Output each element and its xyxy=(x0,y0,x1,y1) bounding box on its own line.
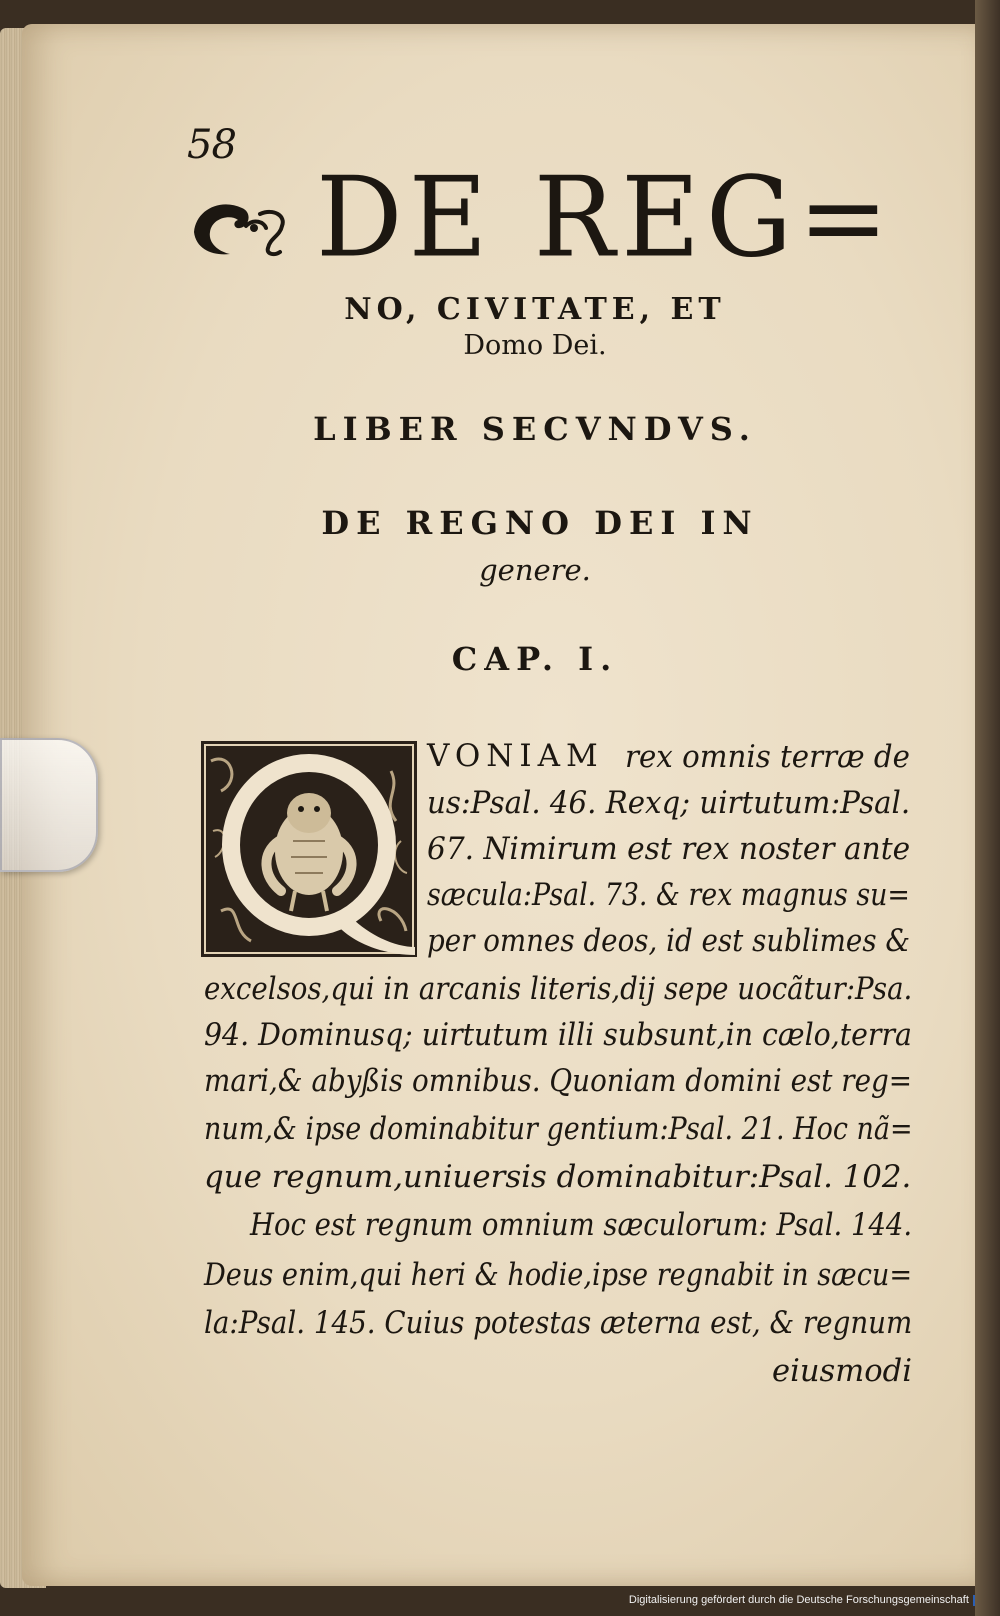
fleuron-ornament-icon xyxy=(190,192,306,260)
text-line: 94. Dominusq; uirtutum illi subsunt,in cælo,terra xyxy=(204,1017,912,1053)
title-line-3: Domo Dei. xyxy=(463,330,607,361)
text-line: num,& ipse dominabitur gentium:Psal. 21. Hoc nã= xyxy=(204,1111,913,1147)
page-holder-clip xyxy=(0,738,98,872)
footer-text: Digitalisierung gefördert durch die Deutsche Forschungsgemeinschaft xyxy=(628,1594,969,1606)
text-line: eiusmodi xyxy=(772,1353,912,1389)
chapter-heading-line-2: genere. xyxy=(479,553,591,587)
text-line: mari,& abyßis omnibus. Quoniam domini est reg= xyxy=(204,1063,913,1099)
book-heading: LIBER SECVNDVS. xyxy=(313,410,757,448)
chapter-number: CAP. I. xyxy=(451,640,619,678)
book-page xyxy=(22,24,990,1606)
page-number: 58 xyxy=(187,122,236,168)
title-line-2: NO, CIVITATE, ET xyxy=(344,292,726,327)
text-line: Hoc est regnum omnium sæculorum: Psal. 144. xyxy=(250,1207,913,1243)
text-line: Deus enim,qui heri & hodie,ipse regnabit in sæcu= xyxy=(204,1257,913,1293)
woodcut-initial-q xyxy=(201,741,417,957)
book-right-edge xyxy=(975,0,1000,1616)
text-line: 67. Nimirum est rex noster ante xyxy=(427,831,911,867)
text-line: sæcula:Psal. 73. & rex magnus su= xyxy=(427,877,910,913)
text-line: que regnum,uniuersis dominabitur:Psal. 102. xyxy=(204,1159,912,1195)
chapter-heading-line-1: DE REGNO DEI IN xyxy=(321,504,759,542)
title-line-1: DE REG= xyxy=(316,154,895,283)
text-line: rex omnis terræ de xyxy=(625,739,910,775)
first-word: VONIAM xyxy=(427,738,604,774)
text-line: la:Psal. 145. Cuius potestas æterna est, & regnum xyxy=(204,1305,913,1341)
text-line: us:Psal. 46. Rexq; uirtutum:Psal. xyxy=(427,785,911,821)
digitization-footer xyxy=(629,1594,1000,1606)
text-line: per omnes deos, id est sublimes & xyxy=(427,923,911,959)
text-line: excelsos,qui in arcanis literis,dij sepe uocãtur:Psa. xyxy=(204,971,913,1007)
